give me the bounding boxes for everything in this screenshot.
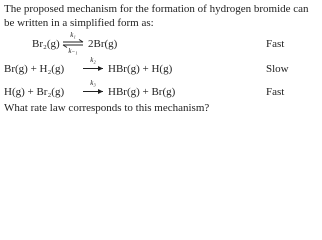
step-1-forward-rate-constant: k₁ [70, 31, 76, 39]
step-3-reactants: H(g) + Br₂(g) [4, 86, 65, 98]
forward-arrow-icon [82, 80, 104, 102]
step-1-rate-label: Fast [266, 38, 285, 50]
step-2-products: HBr(g) + H(g) [108, 63, 173, 75]
step-1-reactants: Br₂(g) [32, 38, 60, 50]
step-3-products: HBr(g) + Br(g) [108, 86, 176, 98]
step-1-reverse-rate-constant: k₋₁ [68, 47, 78, 55]
mechanism-step-3 [4, 80, 318, 102]
problem-intro: The proposed mechanism for the formation of hydrogen bromide can be written in a simplified form as: [4, 3, 309, 29]
step-1-products: 2Br(g) [88, 38, 118, 50]
forward-arrow-icon [82, 57, 104, 79]
step-2-reactants: Br(g) + H₂(g) [4, 63, 65, 75]
mechanism-step-1 [4, 32, 318, 54]
step-2-rate-constant: k₂ [90, 56, 96, 64]
mechanism-step-2 [4, 57, 318, 79]
equilibrium-arrow-icon [62, 32, 84, 54]
step-2-rate-label: Slow [266, 63, 289, 75]
problem-question: What rate law corresponds to this mechanism? [4, 102, 210, 114]
step-3-rate-constant: k₃ [90, 79, 96, 87]
step-3-rate-label: Fast [266, 86, 285, 98]
